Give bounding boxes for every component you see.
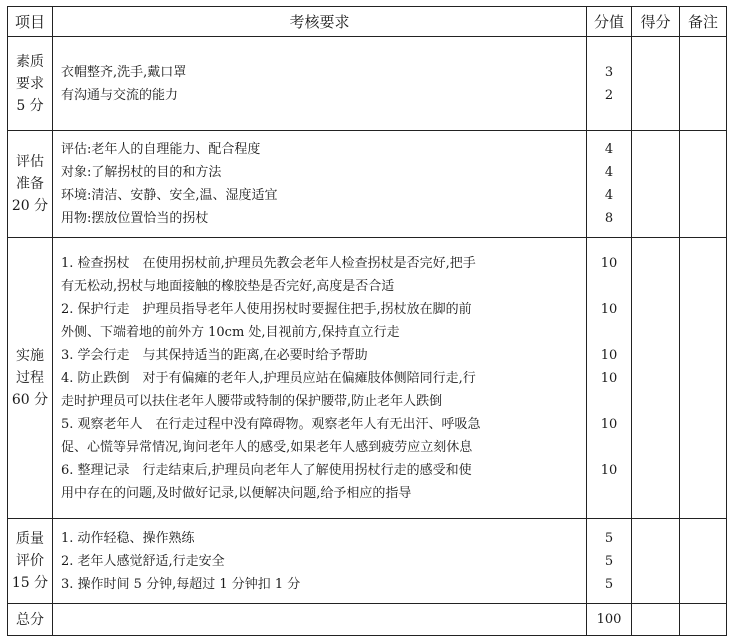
- requirement-line: 1. 动作轻稳、操作熟练: [61, 530, 195, 546]
- score-value: [587, 390, 631, 413]
- score-value: 10: [600, 255, 618, 271]
- category-cell: [8, 131, 53, 238]
- header-item: 项目: [8, 7, 53, 37]
- score-value: 5: [604, 576, 614, 592]
- requirement-line: 3. 操作时间 5 分钟,每超过 1 分钟扣 1 分: [61, 576, 301, 592]
- header-score: 分值: [587, 7, 632, 37]
- requirement-line: 6. 整理记录 行走结束后,护理员向老年人了解使用拐杖行走的感受和使: [61, 462, 472, 478]
- requirement-line: 1. 检查拐杖 在使用拐杖前,护理员先教会老年人检查拐杖是否完好,把手: [61, 255, 476, 271]
- score-value: 3: [604, 64, 614, 80]
- remark-cell: [680, 238, 727, 519]
- score-value: 10: [600, 347, 618, 363]
- gained-cell: [632, 37, 680, 131]
- score-cell: [587, 37, 632, 131]
- category-line: 质量: [16, 531, 44, 547]
- category-line: 5 分: [16, 97, 44, 114]
- header-remark: 备注: [680, 7, 727, 37]
- assessment-table: [7, 6, 727, 636]
- category-line: 实施: [16, 348, 44, 364]
- score-value: [587, 436, 631, 459]
- section-row-assessment-preparation: [8, 131, 727, 238]
- score-value: [587, 275, 631, 298]
- category-line: 要求: [16, 75, 44, 92]
- total-row: [8, 604, 727, 636]
- gained-cell: [632, 519, 680, 604]
- score-value: 5: [604, 553, 614, 569]
- header-gained: 得分: [632, 7, 680, 37]
- total-label: 总分: [8, 604, 53, 636]
- gained-cell: [632, 238, 680, 519]
- category-line: 素质: [16, 53, 44, 70]
- score-value: [587, 321, 631, 344]
- remark-cell: [680, 37, 727, 131]
- score-value: 4: [604, 188, 614, 203]
- score-cell: [587, 519, 632, 604]
- requirement-cell: [53, 131, 587, 238]
- requirement-line: 有沟通与交流的能力: [61, 87, 179, 103]
- requirement-line: 有无松动,拐杖与地面接触的橡胶垫是否完好,高度是否合适: [61, 278, 395, 294]
- score-value: 10: [600, 370, 618, 386]
- score-value: 8: [604, 211, 614, 226]
- requirement-line: 评估:老年人的自理能力、配合程度: [61, 142, 261, 157]
- requirement-cell: [53, 37, 587, 131]
- score-value: 10: [600, 301, 618, 317]
- requirement-line: 用中存在的问题,及时做好记录,以便解决问题,给予相应的指导: [61, 485, 412, 501]
- requirement-line: 对象:了解拐杖的目的和方法: [61, 165, 222, 180]
- requirement-line: 2. 老年人感觉舒适,行走安全: [61, 553, 225, 569]
- requirement-line: 用物:摆放位置恰当的拐杖: [61, 211, 209, 226]
- category-cell: [8, 238, 53, 519]
- header-row: [8, 7, 727, 37]
- section-row-quality-evaluation: [8, 519, 727, 604]
- header-requirement: 考核要求: [53, 7, 587, 37]
- requirement-line: 环境:清洁、安静、安全,温、湿度适宜: [61, 188, 278, 203]
- category-line: 过程: [16, 370, 44, 386]
- requirement-line: 3. 学会行走 与其保持适当的距离,在必要时给予帮助: [61, 347, 368, 363]
- score-cell: [587, 131, 632, 238]
- score-value: 10: [600, 462, 618, 478]
- score-value: 4: [604, 142, 614, 157]
- requirement-line: 衣帽整齐,洗手,戴口罩: [61, 64, 187, 80]
- gained-cell: [632, 131, 680, 238]
- score-value: 4: [604, 165, 614, 180]
- score-value: 10: [600, 416, 618, 432]
- score-cell: [587, 238, 632, 519]
- total-requirement-cell: [53, 604, 587, 636]
- requirement-line: 走时护理员可以扶住老年人腰带或特制的保护腰带,防止老年人跌倒: [61, 393, 443, 409]
- requirement-cell: [53, 519, 587, 604]
- category-cell: [8, 37, 53, 131]
- section-row-quality-requirement: [8, 37, 727, 131]
- category-line: 20 分: [11, 198, 49, 214]
- gained-cell: [632, 604, 680, 636]
- requirement-line: 外侧、下端着地的前外方 10cm 处,目视前方,保持直立行走: [61, 324, 400, 340]
- total-score: 100: [587, 604, 632, 636]
- requirement-line: 4. 防止跌倒 对于有偏瘫的老年人,护理员应站在偏瘫肢体侧陪同行走,行: [61, 370, 476, 386]
- section-row-implementation-process: [8, 238, 727, 519]
- requirement-line: 2. 保护行走 护理员指导老年人使用拐杖时要握住把手,拐杖放在脚的前: [61, 301, 472, 317]
- category-cell: [8, 519, 53, 604]
- category-line: 评价: [16, 553, 44, 569]
- score-value: 2: [604, 87, 614, 103]
- category-line: 评估: [16, 154, 44, 170]
- remark-cell: [680, 604, 727, 636]
- category-line: 15 分: [11, 575, 49, 591]
- remark-cell: [680, 519, 727, 604]
- requirement-cell: [53, 238, 587, 519]
- requirement-line: 5. 观察老年人 在行走过程中没有障碍物。观察老年人有无出汗、呼吸急: [61, 416, 481, 432]
- remark-cell: [680, 131, 727, 238]
- category-line: 60 分: [11, 392, 49, 408]
- requirement-line: 促、心慌等异常情况,询问老年人的感受,如果老年人感到疲劳应立刻休息: [61, 439, 473, 455]
- category-line: 准备: [16, 176, 44, 192]
- score-value: 5: [604, 530, 614, 546]
- score-value: [587, 482, 631, 505]
